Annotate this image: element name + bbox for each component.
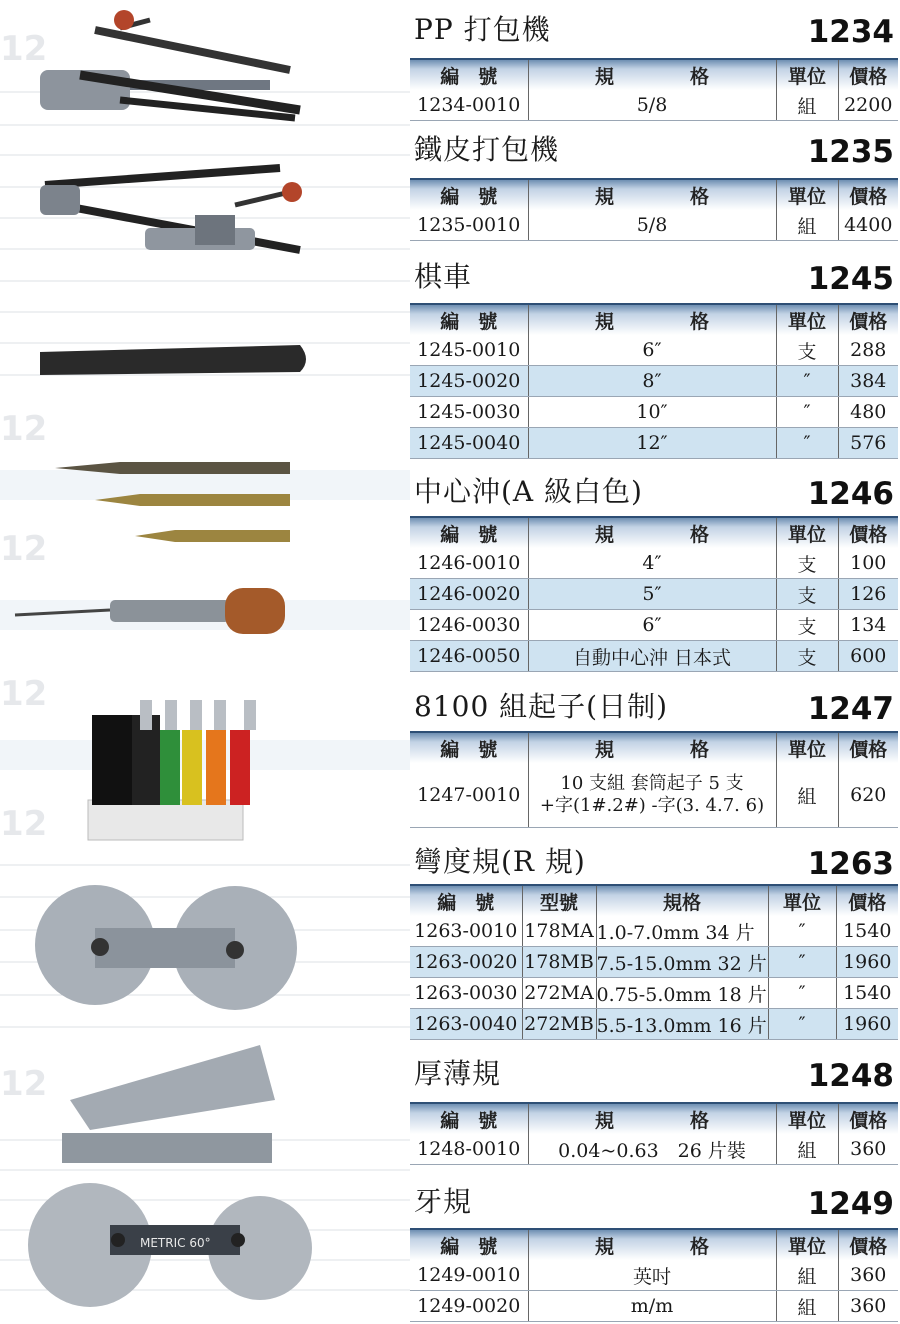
header-price: 價格 (838, 59, 898, 90)
screwdriver-set-illustration (88, 700, 256, 840)
header-spec: 規 格 (528, 517, 776, 548)
cell-price: 1540 (836, 916, 898, 947)
catalog-list (410, 0, 900, 1324)
header-unit: 單位 (776, 517, 838, 548)
header-unit: 單位 (776, 59, 838, 90)
cell-price: 134 (838, 610, 898, 641)
table-row (410, 978, 898, 1009)
header-spec: 規格 (596, 885, 768, 916)
table-row (410, 210, 898, 241)
table-header (410, 179, 898, 210)
table-header (410, 517, 898, 548)
header-spec: 規 格 (528, 1103, 776, 1134)
spec-table (410, 58, 898, 121)
header-unit: 單位 (776, 304, 838, 335)
cell-spec: 5″ (528, 579, 776, 610)
cell-spec: 12″ (528, 428, 776, 459)
spec-table (410, 178, 898, 241)
cell-id: 1249-0020 (410, 1291, 528, 1322)
table-row (410, 763, 898, 828)
header-unit: 單位 (776, 1103, 838, 1134)
cell-unit: ″ (776, 366, 838, 397)
spec-table (410, 731, 898, 828)
cell-price: 360 (838, 1291, 898, 1322)
table-header (410, 1103, 898, 1134)
svg-text:12: 12 (0, 804, 48, 844)
cell-unit: ″ (768, 947, 836, 978)
cell-id: 1245-0010 (410, 335, 528, 366)
product-code: 1245 (807, 261, 894, 297)
product-code: 1248 (807, 1058, 894, 1094)
header-spec: 規 格 (528, 179, 776, 210)
table-header (410, 304, 898, 335)
section-title: 牙規 (414, 1185, 473, 1218)
cell-spec: 0.75-5.0mm 18 片 (596, 978, 768, 1009)
steel-strapping-tool-illustration (40, 168, 302, 250)
cell-price: 1960 (836, 1009, 898, 1040)
header-id: 編 號 (410, 517, 528, 548)
table-row (410, 366, 898, 397)
header-unit: 單位 (768, 885, 836, 916)
cell-spec: 8″ (528, 366, 776, 397)
header-spec: 規 格 (528, 304, 776, 335)
cell-spec: 5/8 (528, 210, 776, 241)
cell-price: 2200 (838, 90, 898, 121)
product-code: 1263 (807, 846, 894, 882)
spec-table (410, 1102, 898, 1165)
cell-spec: 1.0-7.0mm 34 片 (596, 916, 768, 947)
table-row (410, 335, 898, 366)
section-title: PP 打包機 (414, 13, 551, 46)
header-price: 價格 (836, 885, 898, 916)
header-price: 價格 (838, 517, 898, 548)
header-price: 價格 (838, 179, 898, 210)
product-illustrations (0, 0, 410, 1324)
table-row (410, 1134, 898, 1165)
cell-spec: 自動中心沖 日本式 (528, 641, 776, 672)
section-title: 棋車 (414, 260, 473, 293)
table-row (410, 548, 898, 579)
table-row (410, 397, 898, 428)
table-row (410, 641, 898, 672)
cell-id: 1248-0010 (410, 1134, 528, 1165)
spec-table (410, 1228, 898, 1322)
cell-price: 4400 (838, 210, 898, 241)
table-header (410, 885, 898, 916)
cell-id: 1246-0010 (410, 548, 528, 579)
cell-spec: 4″ (528, 548, 776, 579)
cell-spec: 英吋 (528, 1260, 776, 1291)
table-row (410, 916, 898, 947)
header-price: 價格 (838, 1103, 898, 1134)
feeler-gauge-illustration (62, 1045, 275, 1163)
cell-id: 1263-0010 (410, 916, 522, 947)
svg-text:12: 12 (0, 1064, 48, 1104)
cell-spec: 6″ (528, 335, 776, 366)
center-punches-illustration (55, 462, 290, 542)
pp-strapping-tool-illustration (40, 10, 300, 118)
section-title: 8100 組起子(日制) (414, 690, 669, 723)
cell-price: 1960 (836, 947, 898, 978)
cell-unit: ″ (776, 397, 838, 428)
cell-spec: 5/8 (528, 90, 776, 121)
cell-unit: 支 (776, 641, 838, 672)
cell-unit: 支 (776, 548, 838, 579)
cell-price: 126 (838, 579, 898, 610)
cell-price: 360 (838, 1260, 898, 1291)
cell-unit: 組 (776, 763, 838, 828)
cell-id: 1245-0020 (410, 366, 528, 397)
table-row (410, 579, 898, 610)
spec-table (410, 884, 898, 1040)
cell-spec: 5.5-13.0mm 16 片 (596, 1009, 768, 1040)
cell-model: 178MB (522, 947, 596, 978)
header-spec: 規 格 (528, 59, 776, 90)
cell-unit: ″ (768, 1009, 836, 1040)
section-title: 厚薄規 (414, 1057, 502, 1090)
table-header (410, 1229, 898, 1260)
cell-id: 1263-0030 (410, 978, 522, 1009)
cell-price: 600 (838, 641, 898, 672)
cell-price: 576 (838, 428, 898, 459)
header-id: 編 號 (410, 885, 522, 916)
section-title: 彎度規(R 規) (414, 845, 586, 878)
header-unit: 單位 (776, 179, 838, 210)
cell-price: 620 (838, 763, 898, 828)
section-title: 中心沖(A 級白色) (414, 475, 643, 508)
cell-id: 1246-0020 (410, 579, 528, 610)
header-id: 編 號 (410, 59, 528, 90)
header-id: 編 號 (410, 179, 528, 210)
cell-id: 1235-0010 (410, 210, 528, 241)
cell-price: 1540 (836, 978, 898, 1009)
radius-gauge-illustration (35, 885, 297, 1010)
svg-text:12: 12 (0, 674, 48, 714)
cell-spec: 10″ (528, 397, 776, 428)
table-row (410, 428, 898, 459)
cell-unit: ″ (768, 978, 836, 1009)
cell-unit: 組 (776, 1134, 838, 1165)
cell-model: 272MA (522, 978, 596, 1009)
header-id: 編 號 (410, 732, 528, 763)
cell-id: 1234-0010 (410, 90, 528, 121)
cell-id: 1263-0020 (410, 947, 522, 978)
cell-id: 1246-0030 (410, 610, 528, 641)
cell-unit: 組 (776, 90, 838, 121)
svg-text:12: 12 (0, 409, 48, 449)
cell-spec: 0.04~0.63 26 片裝 (528, 1134, 776, 1165)
cell-unit: ″ (776, 428, 838, 459)
header-unit: 單位 (776, 732, 838, 763)
cell-model: 272MB (522, 1009, 596, 1040)
cell-id: 1246-0050 (410, 641, 528, 672)
cell-id: 1263-0040 (410, 1009, 522, 1040)
product-code: 1246 (807, 476, 894, 512)
header-id: 編 號 (410, 1229, 528, 1260)
product-code: 1249 (807, 1186, 894, 1222)
cell-id: 1245-0040 (410, 428, 528, 459)
table-header (410, 59, 898, 90)
cell-unit: 支 (776, 335, 838, 366)
header-id: 編 號 (410, 304, 528, 335)
tweezers-illustration (40, 345, 306, 375)
table-row (410, 1260, 898, 1291)
table-row (410, 610, 898, 641)
svg-text:12: 12 (0, 529, 48, 569)
cell-spec: 10 支組 套筒起子 5 支 +字(1#.2#) -字(3. 4.7. 6) (528, 763, 776, 828)
cell-spec: 7.5-15.0mm 32 片 (596, 947, 768, 978)
svg-text:12: 12 (0, 29, 48, 69)
header-spec: 規 格 (528, 732, 776, 763)
spec-table (410, 516, 898, 672)
cell-unit: 支 (776, 610, 838, 641)
cell-id: 1245-0030 (410, 397, 528, 428)
table-row (410, 1009, 898, 1040)
table-row (410, 90, 898, 121)
cell-unit: 組 (776, 1260, 838, 1291)
automatic-punch-illustration (15, 588, 285, 634)
table-row (410, 947, 898, 978)
cell-unit: 支 (776, 579, 838, 610)
cell-price: 360 (838, 1134, 898, 1165)
cell-unit: 組 (776, 1291, 838, 1322)
header-price: 價格 (838, 304, 898, 335)
header-id: 編 號 (410, 1103, 528, 1134)
cell-price: 384 (838, 366, 898, 397)
cell-price: 288 (838, 335, 898, 366)
metric-gauge-label: METRIC 60° (140, 1236, 211, 1250)
table-header (410, 732, 898, 763)
product-code: 1235 (807, 134, 894, 170)
header-price: 價格 (838, 732, 898, 763)
spec-table (410, 303, 898, 459)
cell-spec: 6″ (528, 610, 776, 641)
cell-price: 100 (838, 548, 898, 579)
cell-spec: m/m (528, 1291, 776, 1322)
cell-unit: 組 (776, 210, 838, 241)
cell-price: 480 (838, 397, 898, 428)
cell-id: 1249-0010 (410, 1260, 528, 1291)
section-title: 鐵皮打包機 (414, 133, 560, 166)
product-code: 1234 (807, 14, 894, 50)
thread-gauge-illustration (28, 1183, 312, 1307)
header-unit: 單位 (776, 1229, 838, 1260)
header-spec: 規 格 (528, 1229, 776, 1260)
product-code: 1247 (807, 691, 894, 727)
header-price: 價格 (838, 1229, 898, 1260)
cell-model: 178MA (522, 916, 596, 947)
cell-unit: ″ (768, 916, 836, 947)
table-row (410, 1291, 898, 1322)
header-model: 型號 (522, 885, 596, 916)
cell-id: 1247-0010 (410, 763, 528, 828)
